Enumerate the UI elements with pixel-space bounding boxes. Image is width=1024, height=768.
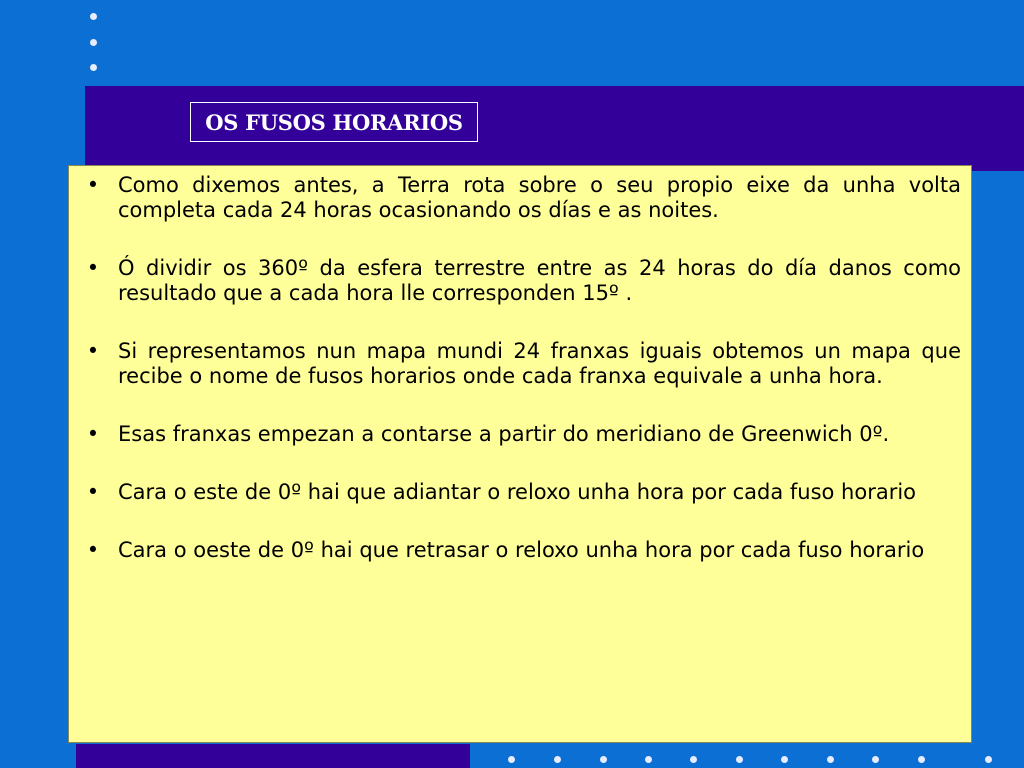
bullet-marker: • bbox=[86, 256, 100, 280]
bullet-text: Ó dividir os 360º da esfera terrestre entre as 24 horas do día danos como resultado que a cada hora lle corresponden 15º . bbox=[118, 256, 961, 305]
bullet-text: Esas franxas empezan a contarse a partir do meridiano de Greenwich 0º. bbox=[118, 422, 890, 446]
decorative-dot bbox=[90, 13, 97, 20]
bullet-list bbox=[83, 173, 961, 563]
bullet-marker: • bbox=[86, 422, 100, 446]
decorative-dot bbox=[508, 756, 515, 763]
bullet-item bbox=[83, 538, 961, 563]
bullet-item bbox=[83, 256, 961, 306]
bullet-text: Como dixemos antes, a Terra rota sobre o seu propio eixe da unha volta completa cada 24 horas ocasionando os días e as noites. bbox=[118, 173, 961, 222]
decorative-dot bbox=[918, 756, 925, 763]
decorative-dot bbox=[600, 756, 607, 763]
decorative-dot bbox=[645, 756, 652, 763]
bullet-item bbox=[83, 480, 961, 505]
decorative-dot bbox=[90, 64, 97, 71]
decorative-dot bbox=[736, 756, 743, 763]
bottom-band bbox=[76, 744, 470, 768]
bullet-item bbox=[83, 173, 961, 223]
bullet-text: Cara o oeste de 0º hai que retrasar o reloxo unha hora por cada fuso horario bbox=[118, 538, 925, 562]
bullet-marker: • bbox=[86, 173, 100, 197]
decorative-dot bbox=[781, 756, 788, 763]
content-panel bbox=[68, 165, 972, 743]
bullet-marker: • bbox=[86, 538, 100, 562]
bullet-text: Si representamos nun mapa mundi 24 franxas iguais obtemos un mapa que recibe o nome de fusos horarios onde cada franxa equivale a unha hora. bbox=[118, 339, 961, 388]
decorative-dot bbox=[554, 756, 561, 763]
bullet-marker: • bbox=[86, 339, 100, 363]
decorative-dot bbox=[985, 756, 992, 763]
bullet-text: Cara o este de 0º hai que adiantar o reloxo unha hora por cada fuso horario bbox=[118, 480, 917, 504]
bullet-item bbox=[83, 422, 961, 447]
bullet-item bbox=[83, 339, 961, 389]
bullet-marker: • bbox=[86, 480, 100, 504]
decorative-dot bbox=[690, 756, 697, 763]
decorative-dot bbox=[872, 756, 879, 763]
decorative-dot bbox=[827, 756, 834, 763]
slide-title: OS FUSOS HORARIOS bbox=[190, 102, 478, 142]
decorative-dot bbox=[90, 39, 97, 46]
